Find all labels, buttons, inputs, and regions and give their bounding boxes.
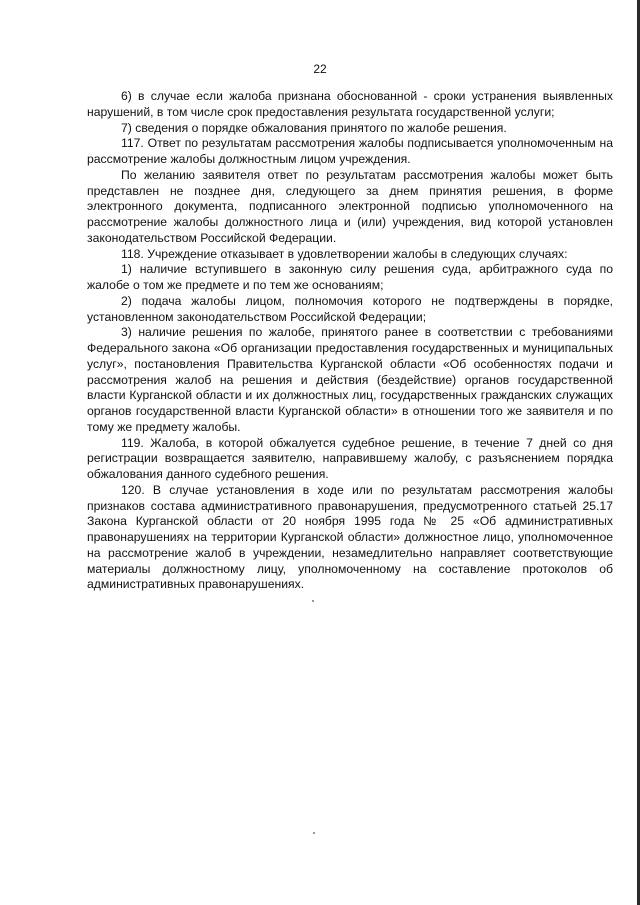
paragraph-118-item-2: 2) подача жалобы лицом, полномочия которого не подтверждены в порядке, установленном законодательством Российской Федерации; [87, 293, 613, 324]
paragraph-electronic-answer: По желанию заявителя ответ по результатам рассмотрения жалобы может быть представлен не позднее дня, следующего за днем принятия решения, в форме электронного документа, подписанного электронной подписью уполномоченного на рассмотрение жалобы должностного лица и (или) учреждения, вид которой установлен законодательством Российской Федерации. [87, 167, 613, 245]
scan-speck [312, 600, 314, 602]
paragraph-119: 119. Жалоба, в которой обжалуется судебное решение, в течение 7 дней со дня регистрации возвращается заявителю, направившему жалобу, с разъяснением порядка обжалования данного судебного решения. [87, 435, 613, 481]
paragraph-117: 117. Ответ по результатам рассмотрения жалобы подписывается уполномоченным на рассмотрение жалобы должностным лицом учреждения. [87, 136, 613, 166]
paragraph-item-7: 7) сведения о порядке обжалования принятого по жалобе решения. [121, 120, 507, 135]
scan-speck [313, 832, 315, 834]
page-number: 22 [313, 62, 327, 76]
paragraph-118-item-3: 3) наличие решения по жалобе, принятого ранее в соответствии с требованиями Федерального закона «Об организации предоставления государственных и муниципальных услуг», постановления Правительства Курганской области «Об особенностях подачи и рассмотрения жалоб на решения и действия (бездействие) органов государственной власти Курганской области и их должностных лиц, государственных гражданских служащих органов государственной власти Курганской области» в отношении того же заявителя и по тому же предмету жалобы. [87, 325, 613, 434]
paragraph-118: 118. Учреждение отказывает в удовлетворении жалобы в следующих случаях: [121, 246, 568, 261]
paragraph-118-item-1: 1) наличие вступившего в законную силу решения суда, арбитражного суда по жалобе о том же предмете и по тем же основаниям; [87, 262, 613, 292]
document-body [87, 89, 613, 593]
paragraph-120: 120. В случае установления в ходе или по результатам рассмотрения жалобы признаков состава административного правонарушения, предусмотренного статьей 25.17 Закона Курганской области от 20 ноября 1995 года № 25 «Об административных правонарушениях на территории Курганской области» должностное лицо, уполномоченное на рассмотрение жалоб в учреждении, незамедлительно направляет соответствующие материалы должностному лицу, уполномоченному на составление протоколов об административных правонарушениях. [87, 482, 613, 592]
paragraph-item-6: 6) в случае если жалоба признана обоснованной - сроки устранения выявленных нарушений, в том числе срок предоставления результата государственной услуги; [87, 89, 613, 119]
